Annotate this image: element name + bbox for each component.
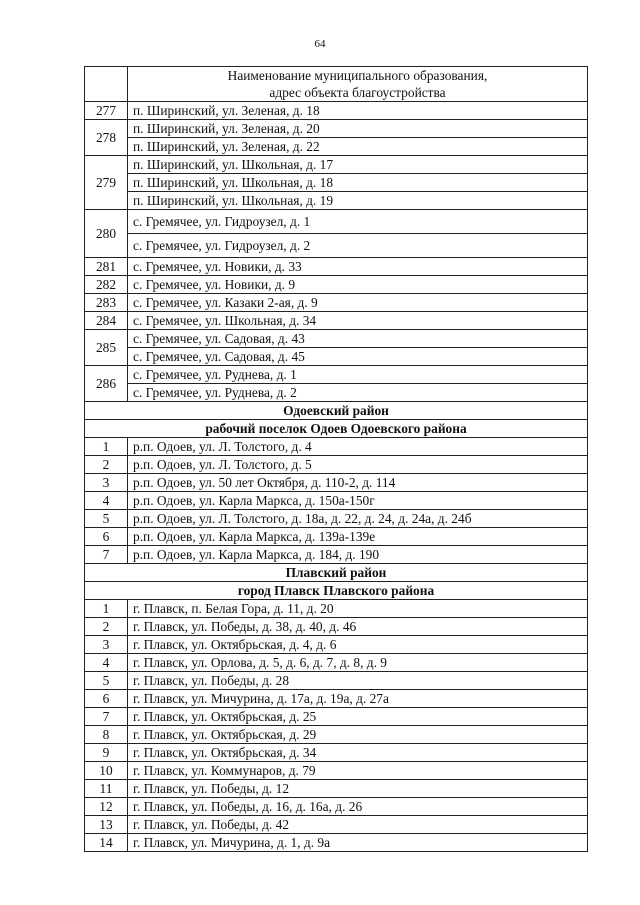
row-number: 3 (85, 636, 128, 654)
row-address: г. Плавск, ул. Победы, д. 16, д. 16а, д. 26 (128, 798, 588, 816)
row-address: р.п. Одоев, ул. Карла Маркса, д. 139а-139е (128, 528, 588, 546)
table-row (85, 366, 588, 384)
page-number: 64 (314, 38, 326, 50)
row-address: г. Плавск, ул. Победы, д. 38, д. 40, д. 46 (128, 618, 588, 636)
table-row (85, 438, 588, 456)
row-address: г. Плавск, ул. Мичурина, д. 1, д. 9а (128, 834, 588, 852)
row-address: с. Гремячее, ул. Школьная, д. 34 (128, 312, 588, 330)
row-number: 6 (85, 690, 128, 708)
row-number: 6 (85, 528, 128, 546)
row-address: с. Гремячее, ул. Руднева, д. 1 (128, 366, 588, 384)
row-address: р.п. Одоев, ул. Карла Маркса, д. 150а-150г (128, 492, 588, 510)
row-address: п. Ширинский, ул. Школьная, д. 18 (128, 174, 588, 192)
row-number: 283 (85, 294, 128, 312)
table-row (85, 672, 588, 690)
row-address: г. Плавск, ул. Мичурина, д. 17а, д. 19а, д. 27а (128, 690, 588, 708)
header-cell (128, 67, 588, 102)
table-row (85, 330, 588, 348)
row-address: с. Гремячее, ул. Новики, д. 33 (128, 258, 588, 276)
row-number: 12 (85, 798, 128, 816)
table-row (85, 102, 588, 120)
table-row (85, 546, 588, 564)
settlement-heading-odoev: рабочий поселок Одоев Одоевского района (85, 420, 588, 438)
table-row (85, 474, 588, 492)
row-number: 1 (85, 438, 128, 456)
row-number: 1 (85, 600, 128, 618)
district-heading-plavsk: Плавский район (85, 564, 588, 582)
row-number: 279 (85, 156, 128, 210)
row-address: п. Ширинский, ул. Зеленая, д. 22 (128, 138, 588, 156)
row-address: с. Гремячее, ул. Казаки 2-ая, д. 9 (128, 294, 588, 312)
row-address: с. Гремячее, ул. Садовая, д. 43 (128, 330, 588, 348)
row-number: 11 (85, 780, 128, 798)
table-row (85, 120, 588, 138)
table-row (85, 348, 588, 366)
table-row (85, 834, 588, 852)
row-number: 3 (85, 474, 128, 492)
table-row (85, 816, 588, 834)
row-address: р.п. Одоев, ул. Л. Толстого, д. 5 (128, 456, 588, 474)
table-row (85, 762, 588, 780)
row-address: с. Гремячее, ул. Гидроузел, д. 2 (128, 234, 588, 258)
row-address: р.п. Одоев, ул. Л. Толстого, д. 4 (128, 438, 588, 456)
row-number: 2 (85, 618, 128, 636)
row-number: 7 (85, 546, 128, 564)
row-address: р.п. Одоев, ул. Карла Маркса, д. 184, д. 190 (128, 546, 588, 564)
header-line-2: адрес объекта благоустройства (269, 85, 446, 100)
table-row (85, 192, 588, 210)
row-number: 9 (85, 744, 128, 762)
table-row (85, 210, 588, 234)
row-address: с. Гремячее, ул. Гидроузел, д. 1 (128, 210, 588, 234)
row-address: р.п. Одоев, ул. 50 лет Октября, д. 110-2, д. 114 (128, 474, 588, 492)
table-row (85, 510, 588, 528)
table-row (85, 312, 588, 330)
section-settlement-row (85, 582, 588, 600)
table-row (85, 156, 588, 174)
row-number: 286 (85, 366, 128, 402)
table-row (85, 600, 588, 618)
table-row (85, 726, 588, 744)
row-number: 284 (85, 312, 128, 330)
section-district-row (85, 402, 588, 420)
row-number: 13 (85, 816, 128, 834)
row-address: с. Гремячее, ул. Руднева, д. 2 (128, 384, 588, 402)
row-number: 281 (85, 258, 128, 276)
table-row (85, 384, 588, 402)
table-row (85, 690, 588, 708)
row-number: 5 (85, 672, 128, 690)
row-address: с. Гремячее, ул. Садовая, д. 45 (128, 348, 588, 366)
row-number: 8 (85, 726, 128, 744)
table-row (85, 618, 588, 636)
header-line-1: Наименование муниципального образования, (227, 68, 488, 83)
table-row (85, 276, 588, 294)
table-row (85, 744, 588, 762)
table-row (85, 234, 588, 258)
row-address: п. Ширинский, ул. Зеленая, д. 18 (128, 102, 588, 120)
section-settlement-row (85, 420, 588, 438)
table-row (85, 780, 588, 798)
table-row (85, 492, 588, 510)
row-address: г. Плавск, ул. Орлова, д. 5, д. 6, д. 7, д. 8, д. 9 (128, 654, 588, 672)
row-address: г. Плавск, ул. Победы, д. 42 (128, 816, 588, 834)
table-row (85, 258, 588, 276)
row-number: 280 (85, 210, 128, 258)
row-address: г. Плавск, ул. Октябрьская, д. 29 (128, 726, 588, 744)
row-number: 4 (85, 654, 128, 672)
objects-table (84, 66, 588, 852)
row-number: 7 (85, 708, 128, 726)
row-address: г. Плавск, п. Белая Гора, д. 11, д. 20 (128, 600, 588, 618)
settlement-heading-plavsk: город Плавск Плавского района (85, 582, 588, 600)
row-address: п. Ширинский, ул. Школьная, д. 19 (128, 192, 588, 210)
table-row (85, 456, 588, 474)
table-row (85, 294, 588, 312)
row-number: 2 (85, 456, 128, 474)
table-header-row (85, 67, 588, 102)
row-number: 10 (85, 762, 128, 780)
row-address: г. Плавск, ул. Победы, д. 12 (128, 780, 588, 798)
table-row (85, 636, 588, 654)
row-number: 14 (85, 834, 128, 852)
row-number: 277 (85, 102, 128, 120)
section-district-row (85, 564, 588, 582)
row-address: г. Плавск, ул. Коммунаров, д. 79 (128, 762, 588, 780)
table-row (85, 174, 588, 192)
row-address: п. Ширинский, ул. Зеленая, д. 20 (128, 120, 588, 138)
table-row (85, 798, 588, 816)
row-number: 4 (85, 492, 128, 510)
row-address: г. Плавск, ул. Октябрьская, д. 25 (128, 708, 588, 726)
table-row (85, 528, 588, 546)
table-row (85, 138, 588, 156)
row-address: г. Плавск, ул. Октябрьская, д. 34 (128, 744, 588, 762)
row-number: 5 (85, 510, 128, 528)
row-number: 285 (85, 330, 128, 366)
table-row (85, 708, 588, 726)
row-address: г. Плавск, ул. Октябрьская, д. 4, д. 6 (128, 636, 588, 654)
table-row (85, 654, 588, 672)
header-number-cell (85, 67, 128, 102)
row-address: г. Плавск, ул. Победы, д. 28 (128, 672, 588, 690)
row-address: п. Ширинский, ул. Школьная, д. 17 (128, 156, 588, 174)
row-address: с. Гремячее, ул. Новики, д. 9 (128, 276, 588, 294)
row-number: 278 (85, 120, 128, 156)
row-address: р.п. Одоев, ул. Л. Толстого, д. 18а, д. 22, д. 24, д. 24а, д. 24б (128, 510, 588, 528)
district-heading-odoev: Одоевский район (85, 402, 588, 420)
row-number: 282 (85, 276, 128, 294)
